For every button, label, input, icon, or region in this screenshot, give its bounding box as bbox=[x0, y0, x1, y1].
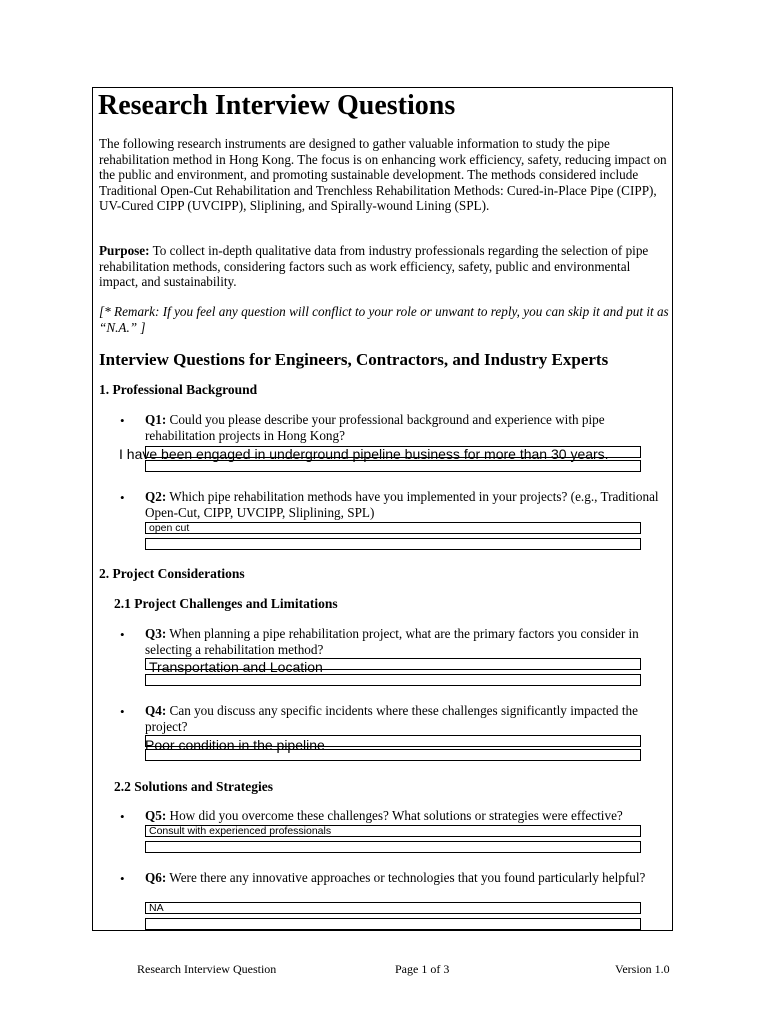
question-q6 bbox=[145, 870, 665, 886]
footer-document-name: Research Interview Question bbox=[137, 962, 277, 976]
question-q4 bbox=[145, 703, 665, 734]
section-solutions-strategies: 2.2 Solutions and Strategies bbox=[114, 779, 274, 794]
answer-field-q5-line2[interactable] bbox=[145, 841, 641, 853]
bullet-q4: • bbox=[120, 704, 125, 719]
question-label: Q2: bbox=[145, 489, 167, 504]
answer-field-q6-line1[interactable] bbox=[145, 902, 641, 914]
answer-q3: Transportation and Location bbox=[149, 659, 323, 675]
purpose-paragraph bbox=[99, 243, 669, 290]
answer-field-q3-line2[interactable] bbox=[145, 674, 641, 686]
answer-field-q2-line1[interactable] bbox=[145, 522, 641, 534]
bullet-q1: • bbox=[120, 413, 125, 428]
page-title: Research Interview Questions bbox=[98, 90, 456, 121]
section-professional-background: 1. Professional Background bbox=[99, 382, 258, 397]
footer-page-number: Page 1 of 3 bbox=[395, 962, 450, 976]
question-label: Q4: bbox=[145, 703, 167, 718]
section-challenges-limitations: 2.1 Project Challenges and Limitations bbox=[114, 596, 338, 611]
bullet-q5: • bbox=[120, 809, 125, 824]
question-q5 bbox=[145, 808, 665, 824]
question-label: Q6: bbox=[145, 870, 167, 885]
remark-note: [* Remark: If you feel any question will conflict to your role or unwant to reply, you can skip it and put it as “N.A.” ] bbox=[99, 304, 669, 335]
answer-q5: Consult with experienced professionals bbox=[149, 825, 332, 837]
question-q2 bbox=[145, 489, 665, 520]
bullet-q6: • bbox=[120, 871, 125, 886]
section-project-considerations: 2. Project Considerations bbox=[99, 566, 245, 581]
answer-q2: open cut bbox=[149, 522, 190, 534]
question-text: When planning a pipe rehabilitation project, what are the primary factors you consider in selecting a rehabilitation method? bbox=[145, 626, 639, 657]
question-label: Q3: bbox=[145, 626, 167, 641]
purpose-text: To collect in-depth qualitative data from industry professionals regarding the selection of pipe rehabilitation methods, considering factors such as work efficiency, safety, public and environmental impact, and sustainability. bbox=[99, 243, 649, 289]
question-q1 bbox=[145, 412, 665, 443]
answer-q6: NA bbox=[149, 902, 164, 914]
answer-field-q6-line2[interactable] bbox=[145, 918, 641, 930]
question-label: Q1: bbox=[145, 412, 167, 427]
footer-version: Version 1.0 bbox=[615, 962, 670, 976]
question-text: Could you please describe your professional background and experience with pipe rehabilitation projects in Hong Kong? bbox=[145, 412, 605, 443]
question-text: Which pipe rehabilitation methods have you implemented in your projects? (e.g., Traditional Open-Cut, CIPP, UVCIPP, Sliplining, SPL) bbox=[145, 489, 659, 520]
intro-paragraph: The following research instruments are designed to gather valuable information to study the pipe rehabilitation method in Hong Kong. The focus is on enhancing work efficiency, safety, reducing impact on the public and environment, and promoting sustainable development. The methods considered include Traditional Open-Cut Rehabilitation and Trenchless Rehabilitation Methods: Cured-in-Place Pipe (CIPP), UV-Cured CIPP (UVCIPP), Sliplining, and Spirally-wound Lining (SPL). bbox=[99, 136, 667, 213]
question-label: Q5: bbox=[145, 808, 167, 823]
answer-field-q2-line2[interactable] bbox=[145, 538, 641, 550]
answer-q4: Poor condition in the pipeline bbox=[145, 737, 325, 753]
purpose-label: Purpose: bbox=[99, 243, 150, 258]
bullet-q2: • bbox=[120, 490, 125, 505]
bullet-q3: • bbox=[120, 627, 125, 642]
question-text: How did you overcome these challenges? What solutions or strategies were effective? bbox=[166, 808, 623, 823]
section-heading: Interview Questions for Engineers, Contractors, and Industry Experts bbox=[99, 350, 609, 369]
question-q3 bbox=[145, 626, 665, 657]
question-text: Can you discuss any specific incidents where these challenges significantly impacted the project? bbox=[145, 703, 638, 734]
question-text: Were there any innovative approaches or technologies that you found particularly helpful? bbox=[166, 870, 646, 885]
answer-q1: I have been engaged in underground pipeline business for more than 30 years. bbox=[119, 446, 609, 462]
